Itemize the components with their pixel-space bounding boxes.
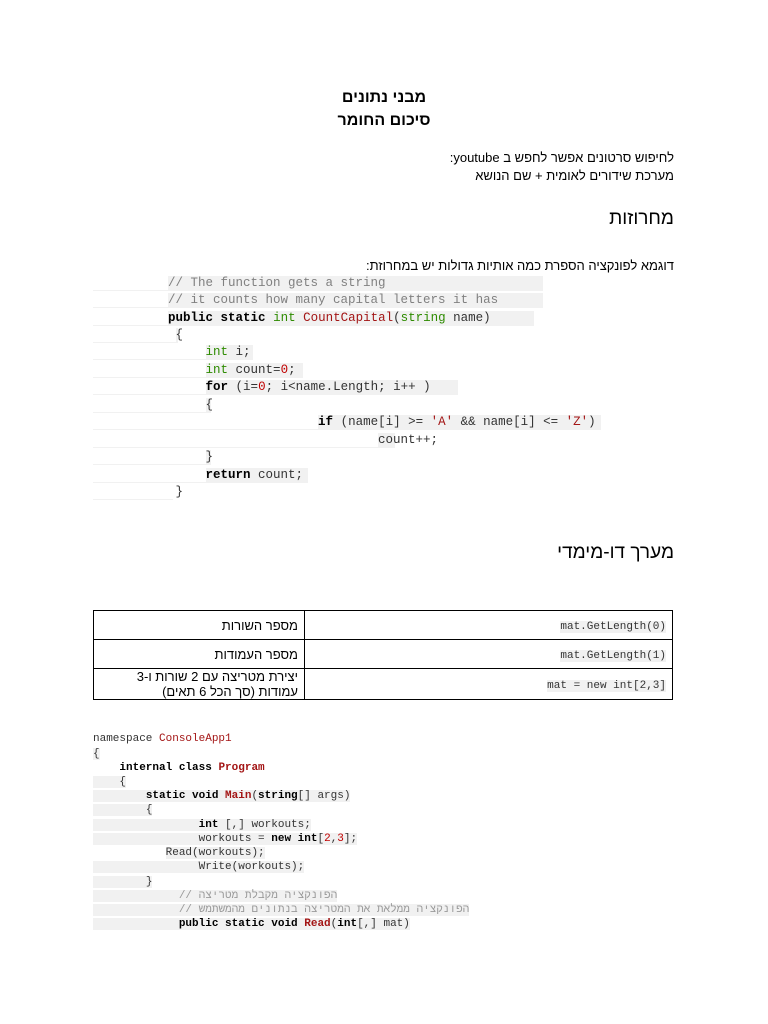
code-keyword: new int: [271, 833, 318, 845]
table-cell-description: מספר העמודות: [94, 640, 305, 669]
code-type: int: [205, 345, 229, 359]
code-text: (: [393, 311, 401, 325]
code-number: 0: [258, 380, 266, 394]
table-cell-code: [305, 611, 673, 640]
code-keyword: public static void: [178, 918, 305, 930]
code-text: {: [93, 748, 100, 760]
code-line: [93, 468, 308, 483]
code-function-name: Read: [304, 918, 331, 930]
code-line: [93, 903, 469, 917]
table-row: [94, 640, 673, 669]
code-keyword: int: [198, 819, 219, 831]
code-keyword: static void: [145, 790, 226, 802]
code-keyword: public static: [168, 311, 266, 325]
code-keyword: string: [258, 790, 298, 802]
array2d-heading: מערך דו-מימדי: [557, 542, 674, 563]
code-type-name: Program: [218, 762, 265, 774]
code-type: string: [400, 311, 446, 325]
code-text: workouts =: [198, 833, 272, 845]
code-text: ; i<name.Length; i++ ): [265, 380, 431, 394]
code-keyword: for: [205, 380, 229, 394]
code-snippet: mat.GetLength(0): [560, 621, 666, 633]
code-type: int: [273, 311, 296, 325]
code-text: count=: [228, 363, 281, 377]
code-text: {: [119, 776, 127, 788]
code-text: {: [145, 804, 153, 816]
code-text: count++;: [378, 433, 439, 447]
code-text: i;: [228, 345, 251, 359]
strings-example-text: דוגמא לפונקציה הספרת כמה אותיות גדולות יש במחרוזת:: [366, 258, 674, 273]
code-snippet: mat.GetLength(1): [560, 650, 666, 662]
code-keyword: internal class: [119, 762, 219, 774]
code-number: 3: [337, 833, 344, 845]
code-line: [93, 415, 601, 430]
code-line: [93, 328, 184, 343]
code-keyword: if: [318, 415, 334, 429]
code-text: && name[i] <=: [453, 415, 566, 429]
code-comment: // הפונקציה ממלאת את המטריצה בנתונים מהמשתמש: [178, 904, 470, 916]
code-text: [: [317, 833, 325, 845]
page-subtitle: סיכום החומר: [337, 112, 431, 129]
code-text: Read(workouts);: [165, 847, 265, 859]
code-line: [93, 875, 152, 889]
code-text: Write(workouts);: [198, 861, 305, 873]
code-type-name: ConsoleApp1: [159, 733, 232, 745]
code-snippet: mat = new int[2,3]: [547, 680, 666, 692]
code-line: [93, 485, 184, 500]
code-text: ;: [288, 363, 296, 377]
code-keyword: return: [205, 468, 251, 482]
code-line: [93, 889, 337, 903]
code-line: [93, 917, 410, 931]
code-number: 0: [280, 363, 289, 377]
code-text: ): [588, 415, 596, 429]
code-line: [93, 818, 311, 832]
strings-heading: מחרוזות: [609, 208, 674, 229]
intro-line-2: מערכת שידורים לאומית + שם הנושא: [475, 168, 674, 183]
code-text: {: [175, 328, 184, 342]
table-cell-code: [305, 669, 673, 700]
code-line: [93, 380, 458, 395]
code-text: (: [330, 918, 338, 930]
code-text: {: [205, 398, 214, 412]
code-line: [93, 732, 232, 746]
code-text: }: [145, 876, 153, 888]
table-row: [94, 669, 673, 700]
code-text: ,: [330, 833, 338, 845]
code-text: (i=: [228, 380, 259, 394]
code-text: ];: [343, 833, 358, 845]
code-text: count;: [250, 468, 304, 482]
code-line: [93, 846, 265, 860]
code-comment: // הפונקציה מקבלת מטריצה: [178, 890, 338, 902]
code-line: [93, 775, 126, 789]
code-line: [93, 832, 357, 846]
code-function-name: Main: [225, 790, 252, 802]
code-comment: // it counts how many capital letters it has: [168, 293, 499, 307]
table-row: [94, 611, 673, 640]
code-line: [93, 433, 439, 448]
code-line: [93, 311, 534, 326]
code-text: }: [175, 485, 184, 499]
code-line: [93, 398, 214, 413]
code-text: name): [445, 311, 491, 325]
code-text: [,] mat): [357, 918, 410, 930]
code-string: 'Z': [565, 415, 589, 429]
code-line: [93, 363, 303, 378]
code-line: [93, 345, 253, 360]
code-text: }: [205, 450, 214, 464]
code-type: int: [205, 363, 229, 377]
code-line: [93, 803, 152, 817]
code-number: 2: [324, 833, 331, 845]
code-line: [93, 789, 350, 803]
code-text: [] args): [297, 790, 351, 802]
code-line: [93, 276, 543, 291]
intro-line-1: לחיפוש סרטונים אפשר לחפש ב youtube:: [449, 150, 674, 165]
code-text: (: [251, 790, 259, 802]
code-keyword: namespace: [93, 733, 160, 745]
code-text: (name[i] >=: [333, 415, 431, 429]
array2d-table: [93, 610, 673, 700]
page-title: מבני נתונים: [341, 89, 427, 106]
code-line: [93, 747, 100, 761]
code-line: [93, 761, 265, 775]
code-comment: // The function gets a string: [168, 276, 386, 290]
code-keyword: int: [337, 918, 358, 930]
code-text: [,] workouts;: [218, 819, 311, 831]
table-cell-code: [305, 640, 673, 669]
table-cell-description: יצירת מטריצה עם 2 שורות ו-3 עמודות (סך הכל 6 תאים): [94, 669, 305, 700]
table-cell-description: מספר השורות: [94, 611, 305, 640]
code-line: [93, 860, 304, 874]
code-line: [93, 293, 543, 308]
code-string: 'A': [430, 415, 454, 429]
code-function-name: CountCapital: [303, 311, 394, 325]
code-line: [93, 450, 214, 465]
